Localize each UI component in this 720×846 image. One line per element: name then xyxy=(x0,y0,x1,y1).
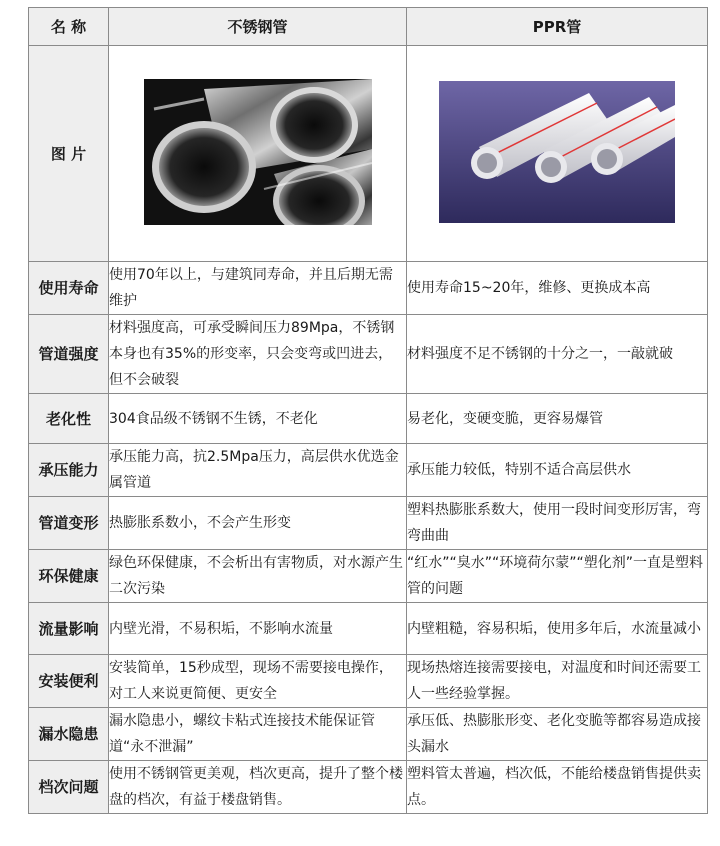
ppr-cell: 承压能力较低，特别不适合高层供水 xyxy=(407,444,708,497)
header-name-label: 名 称 xyxy=(29,8,109,46)
stainless-cell: 使用不锈钢管更美观，档次更高，提升了整个楼盘的档次，有益于楼盘销售。 xyxy=(109,761,407,814)
row-label: 安装便利 xyxy=(29,655,109,708)
row-label: 档次问题 xyxy=(29,761,109,814)
stainless-cell: 漏水隐患小，螺纹卡粘式连接技术能保证管道“永不泄漏” xyxy=(109,708,407,761)
table-row xyxy=(29,761,708,814)
stainless-steel-pipes-photo xyxy=(144,79,372,229)
stainless-cell: 使用70年以上，与建筑同寿命，并且后期无需维护 xyxy=(109,262,407,315)
stainless-cell: 304食品级不锈钢不生锈，不老化 xyxy=(109,394,407,444)
table-row xyxy=(29,655,708,708)
row-label: 使用寿命 xyxy=(29,262,109,315)
ppr-image-cell xyxy=(407,46,708,262)
ppr-cell: 使用寿命15~20年，维修、更换成本高 xyxy=(407,262,708,315)
row-label: 管道强度 xyxy=(29,315,109,394)
row-label: 承压能力 xyxy=(29,444,109,497)
row-label: 环保健康 xyxy=(29,550,109,603)
image-row-label: 图 片 xyxy=(29,46,109,262)
header-ppr: PPR管 xyxy=(407,8,708,46)
row-label: 漏水隐患 xyxy=(29,708,109,761)
ppr-cell: 现场热熔连接需要接电，对温度和时间还需要工人一些经验掌握。 xyxy=(407,655,708,708)
stainless-cell: 热膨胀系数小，不会产生形变 xyxy=(109,497,407,550)
stainless-cell: 承压能力高，抗2.5Mpa压力，高层供水优选金属管道 xyxy=(109,444,407,497)
header-stainless: 不锈钢管 xyxy=(109,8,407,46)
ppr-cell: 塑料管太普遍，档次低，不能给楼盘销售提供卖点。 xyxy=(407,761,708,814)
ppr-cell: 塑料热膨胀系数大，使用一段时间变形厉害，弯弯曲曲 xyxy=(407,497,708,550)
ppr-cell: “红水”“臭水”“环境荷尔蒙”“塑化剂”一直是塑料管的问题 xyxy=(407,550,708,603)
ppr-pipes-photo xyxy=(439,81,675,227)
image-row xyxy=(29,46,708,262)
table-row xyxy=(29,497,708,550)
row-label: 流量影响 xyxy=(29,603,109,655)
table-row xyxy=(29,315,708,394)
table-row xyxy=(29,603,708,655)
table-row xyxy=(29,708,708,761)
stainless-cell: 绿色环保健康，不会析出有害物质，对水源产生二次污染 xyxy=(109,550,407,603)
ppr-cell: 承压低、热膨胀形变、老化变脆等都容易造成接头漏水 xyxy=(407,708,708,761)
comparison-table xyxy=(28,7,708,814)
ppr-cell: 易老化，变硬变脆，更容易爆管 xyxy=(407,394,708,444)
table-row xyxy=(29,394,708,444)
stainless-cell: 内壁光滑，不易积垢，不影响水流量 xyxy=(109,603,407,655)
table-row xyxy=(29,444,708,497)
ppr-cell: 材料强度不足不锈钢的十分之一，一敲就破 xyxy=(407,315,708,394)
header-row xyxy=(29,8,708,46)
row-label: 管道变形 xyxy=(29,497,109,550)
stainless-cell: 安装简单，15秒成型，现场不需要接电操作，对工人来说更简便、更安全 xyxy=(109,655,407,708)
ppr-cell: 内壁粗糙，容易积垢，使用多年后，水流量减小 xyxy=(407,603,708,655)
stainless-image-cell xyxy=(109,46,407,262)
stainless-cell: 材料强度高，可承受瞬间压力89Mpa，不锈钢本身也有35%的形变率，只会变弯或凹进去，但不会破裂 xyxy=(109,315,407,394)
table-row xyxy=(29,262,708,315)
row-label: 老化性 xyxy=(29,394,109,444)
table-row xyxy=(29,550,708,603)
